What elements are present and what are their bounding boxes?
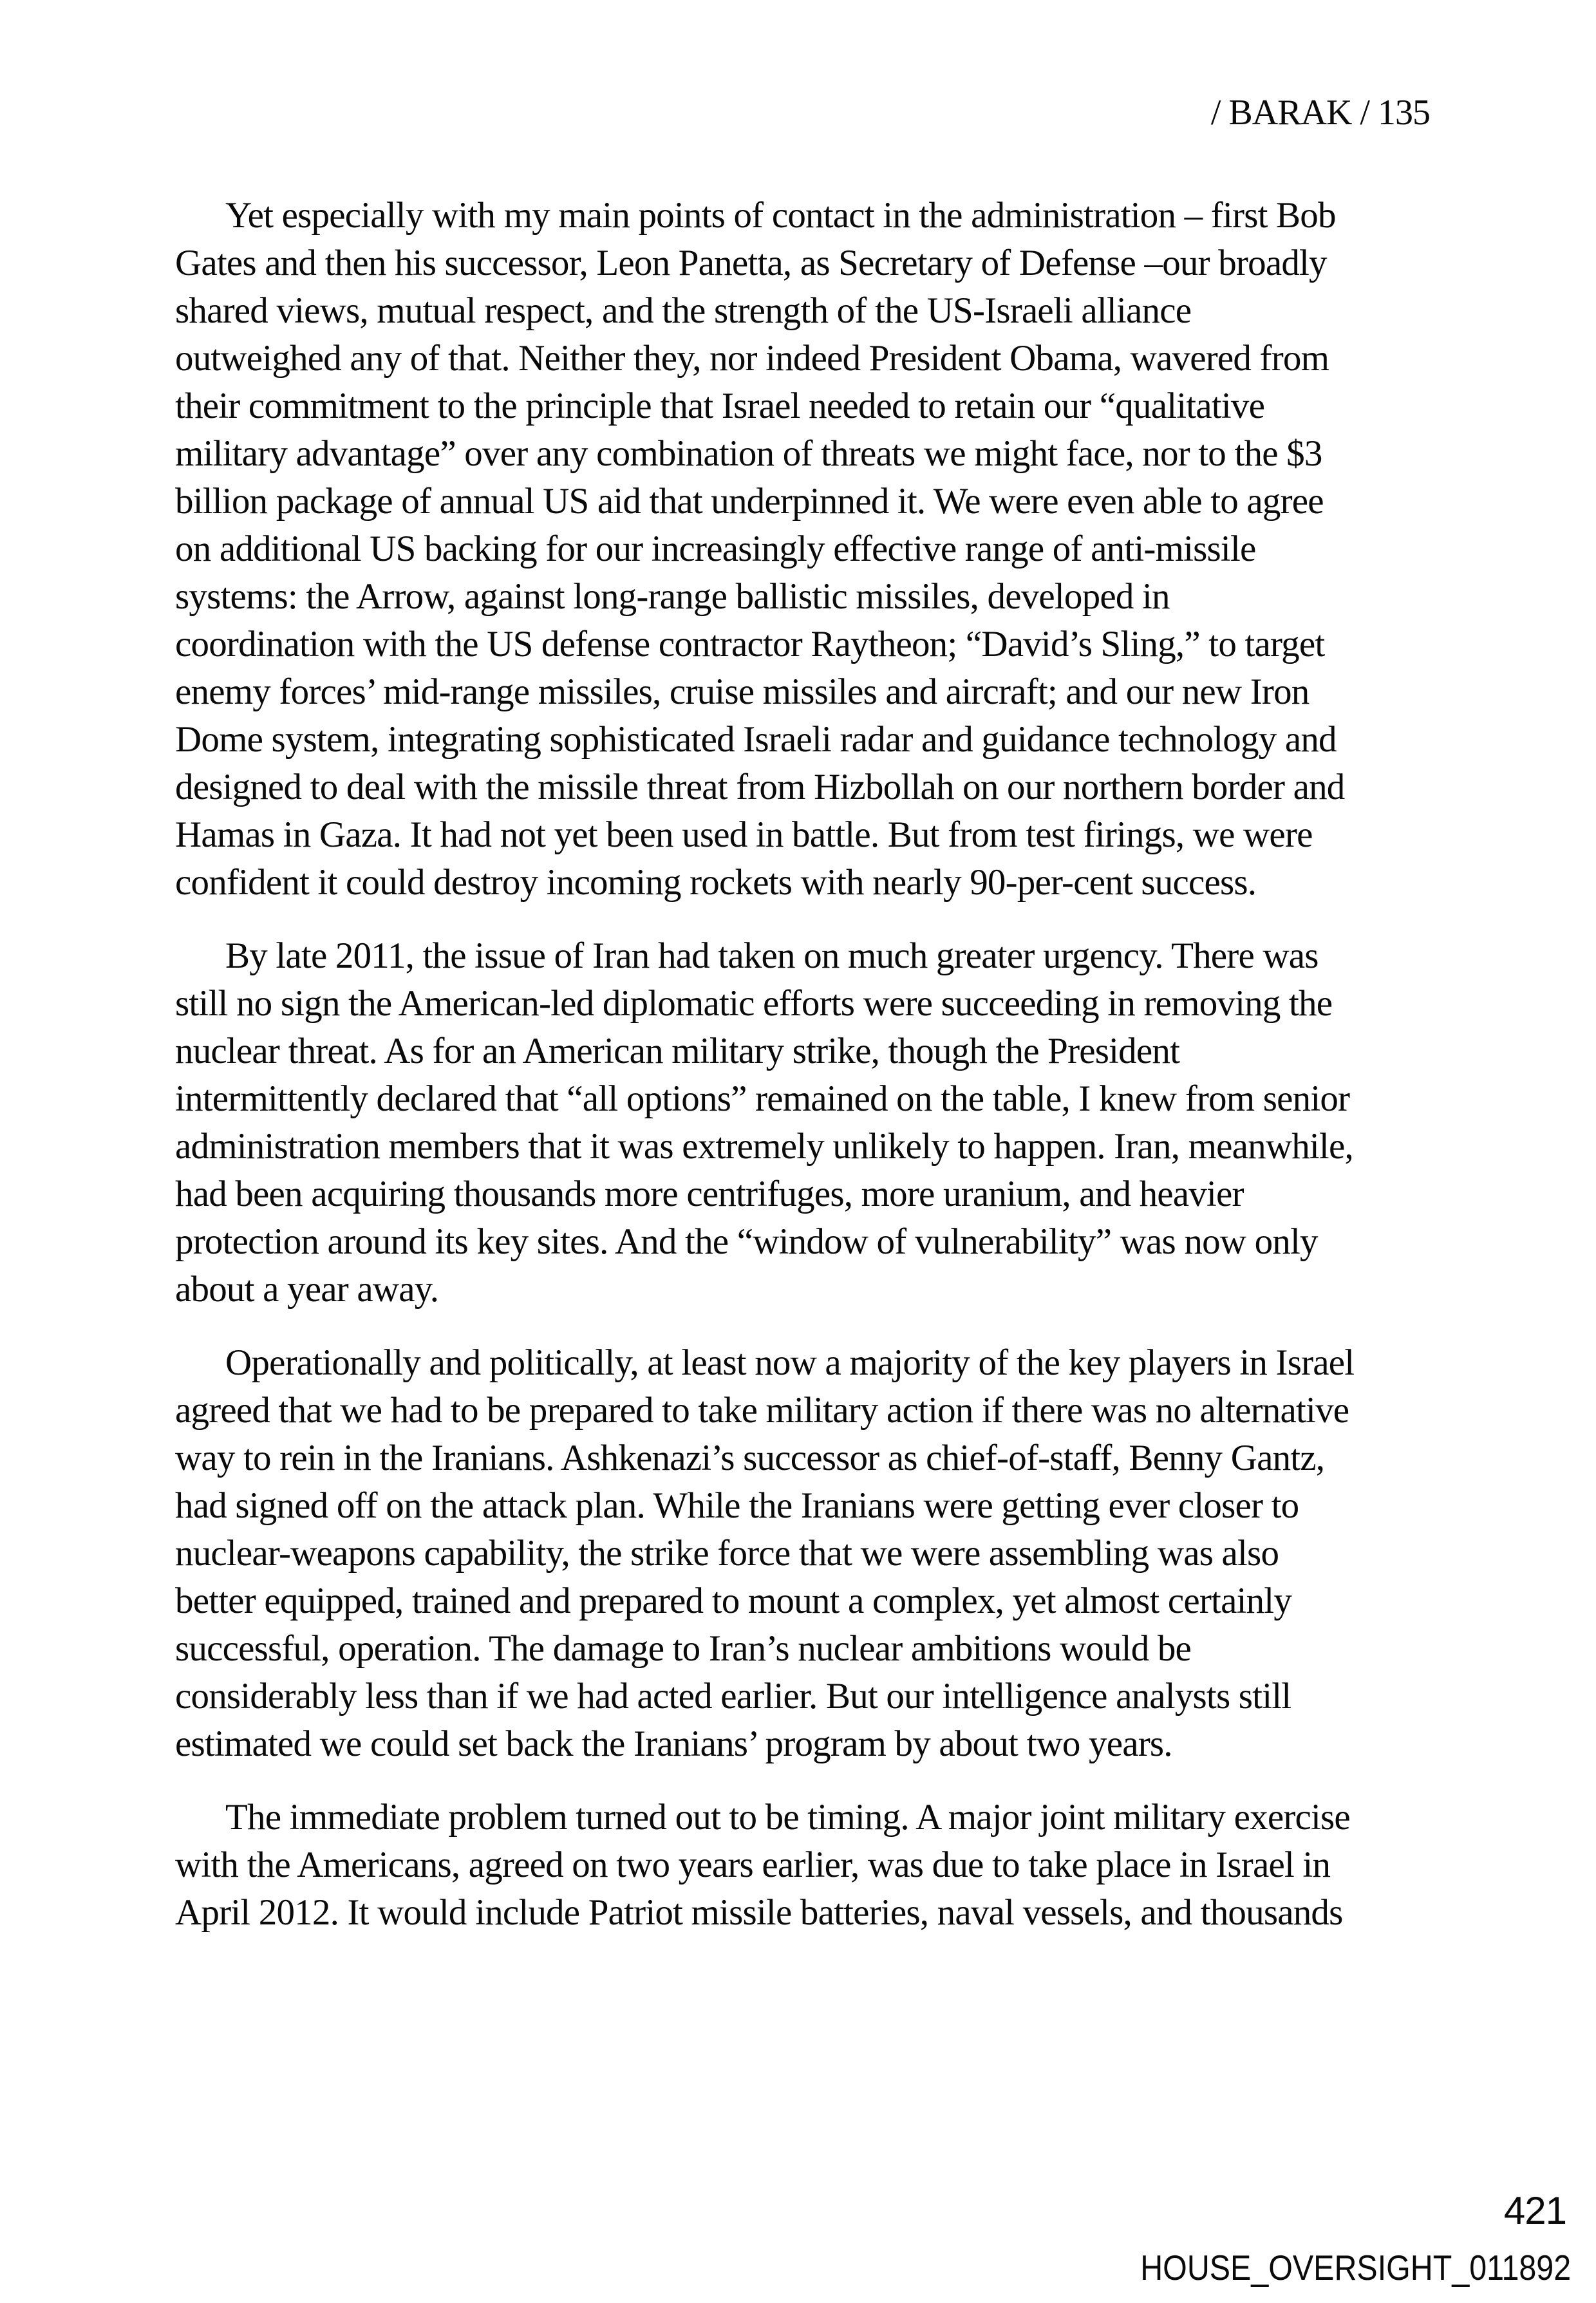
text-line: considerably less than if we had acted earlier. But our intelligence analysts still (175, 1676, 1291, 1716)
text-line: on additional US backing for our increasingly effective range of anti-missile (175, 529, 1256, 569)
text-line: systems: the Arrow, against long-range ballistic missiles, developed in (175, 576, 1170, 617)
text-line: Yet especially with my main points of contact in the administration – first Bob (225, 195, 1336, 236)
page-number: 421 (1503, 2189, 1566, 2232)
body-text (175, 192, 1437, 1937)
text-line: still no sign the American-led diplomatic efforts were succeeding in removing the (175, 983, 1333, 1024)
text-line: The immediate problem turned out to be timing. A major joint military exercise (225, 1797, 1350, 1838)
text-line: had signed off on the attack plan. While the Iranians were getting ever closer to (175, 1485, 1299, 1526)
text-line: estimated we could set back the Iranians’ program by about two years. (175, 1724, 1172, 1764)
text-line: protection around its key sites. And the “window of vulnerability” was now only (175, 1221, 1318, 1262)
text-line: By late 2011, the issue of Iran had taken on much greater urgency. There was (225, 935, 1319, 976)
paragraph-4 (175, 1794, 1437, 1937)
text-line: confident it could destroy incoming rockets with nearly 90-per-cent success. (175, 862, 1257, 903)
text-line: successful, operation. The damage to Iran’s nuclear ambitions would be (175, 1628, 1192, 1669)
text-line: April 2012. It would include Patriot missile batteries, naval vessels, and thousands (175, 1892, 1343, 1933)
text-line: Hamas in Gaza. It had not yet been used in battle. But from test firings, we were (175, 814, 1313, 855)
text-line: about a year away. (175, 1269, 439, 1310)
text-line: had been acquiring thousands more centrifuges, more uranium, and heavier (175, 1174, 1244, 1214)
paragraph-1 (175, 192, 1437, 907)
text-line: Gates and then his successor, Leon Panetta, as Secretary of Defense –our broadly (175, 243, 1327, 283)
text-line: outweighed any of that. Neither they, nor indeed President Obama, wavered from (175, 338, 1329, 379)
text-line: way to rein in the Iranians. Ashkenazi’s successor as chief-of-staff, Benny Gantz, (175, 1438, 1325, 1478)
running-header: / BARAK / 135 (1210, 93, 1430, 133)
text-line: Operationally and politically, at least now a majority of the key players in Israel (225, 1342, 1355, 1383)
bates-stamp: HOUSE_OVERSIGHT_011892 (1140, 2248, 1571, 2288)
paragraph-3 (175, 1339, 1437, 1768)
text-line: intermittently declared that “all options” remained on the table, I knew from senior (175, 1078, 1350, 1119)
text-line: better equipped, trained and prepared to mount a complex, yet almost certainly (175, 1581, 1292, 1621)
text-line: administration members that it was extremely unlikely to happen. Iran, meanwhile, (175, 1126, 1353, 1167)
text-line: designed to deal with the missile threat from Hizbollah on our northern border and (175, 767, 1345, 807)
text-line: shared views, mutual respect, and the strength of the US-Israeli alliance (175, 290, 1192, 331)
text-line: enemy forces’ mid-range missiles, cruise missiles and aircraft; and our new Iron (175, 672, 1310, 712)
text-line: billion package of annual US aid that underpinned it. We were even able to agree (175, 481, 1324, 522)
text-line: their commitment to the principle that Israel needed to retain our “qualitative (175, 386, 1265, 426)
text-line: Dome system, integrating sophisticated Israeli radar and guidance technology and (175, 719, 1337, 760)
text-line: coordination with the US defense contractor Raytheon; “David’s Sling,” to target (175, 624, 1325, 664)
text-line: with the Americans, agreed on two years earlier, was due to take place in Israel in (175, 1845, 1331, 1885)
text-line: nuclear threat. As for an American military strike, though the President (175, 1031, 1180, 1071)
text-line: nuclear-weapons capability, the strike force that we were assembling was also (175, 1533, 1279, 1574)
text-line: agreed that we had to be prepared to take military action if there was no alternative (175, 1390, 1349, 1431)
text-line: military advantage” over any combination of threats we might face, nor to the $3 (175, 433, 1322, 474)
paragraph-2 (175, 932, 1437, 1313)
